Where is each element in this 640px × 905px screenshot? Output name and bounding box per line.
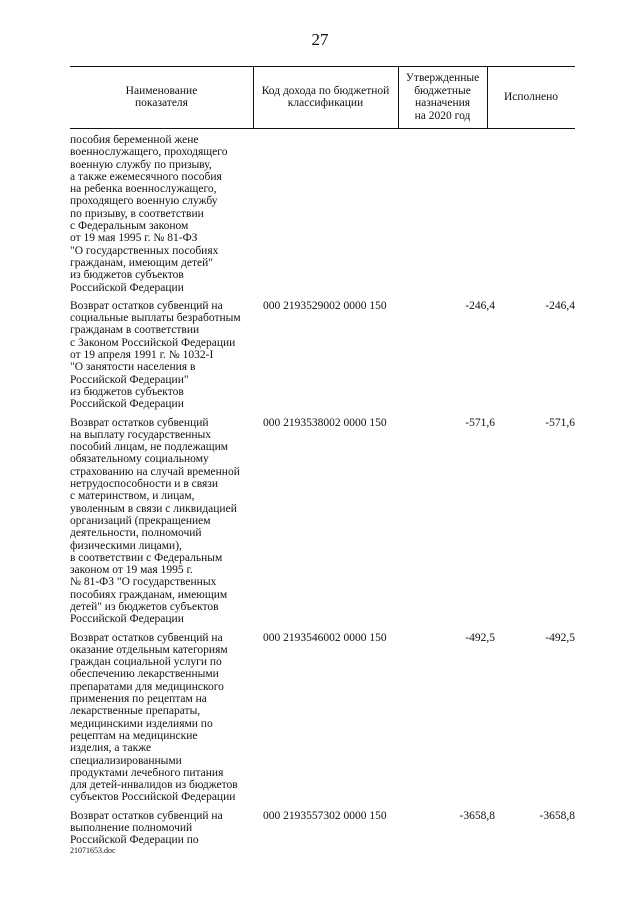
row-name: пособия беременной жене военнослужащего, проходящего военную службу по призыву, а также ежемесячного пособия на ребенка военнослужащего, проходящего военную службу по призыву, в соответствии с Федеральным законом от 19 мая 1995 г. № 81-ФЗ "О государственных пособиях гражданам, имеющим детей" из бюджетов субъектов Российской Федерации xyxy=(70,134,228,294)
row-executed: -246,4 xyxy=(545,299,575,312)
table-row xyxy=(70,632,575,804)
header-approved: Утвержденные бюджетные назначения на 2020 год xyxy=(405,72,480,122)
table-row xyxy=(70,300,575,411)
row-executed: -571,6 xyxy=(545,416,575,429)
row-executed: -492,5 xyxy=(545,631,575,644)
row-approved: -246,4 xyxy=(465,299,495,312)
header-name: Наименование показателя xyxy=(125,84,198,109)
document-filename: 21071653.doc xyxy=(70,846,116,855)
row-name: Возврат остатков субвенций на выполнение полномочий Российской Федерации по xyxy=(70,809,223,847)
row-code: 000 2193546002 0000 150 xyxy=(263,631,387,644)
row-approved: -571,6 xyxy=(465,416,495,429)
row-approved: -492,5 xyxy=(465,631,495,644)
row-executed: -3658,8 xyxy=(539,809,575,822)
table-row xyxy=(70,810,575,847)
row-name: Возврат остатков субвенций на выплату государственных пособий лицам, не подлежащим обязательному социальному страхованию на случай временной нетрудоспособности и в связи с материнством, и лицам, уволенным в связи с ликвидацией организаций (прекращением деятельности, полномочий физическими лицами), в соответствии с Федеральным законом от 19 мая 1995 г. № 81-ФЗ "О государственных пособиях гражданам, имеющим детей" из бюджетов субъектов Российской Федерации xyxy=(70,416,240,626)
row-approved: -3658,8 xyxy=(459,809,495,822)
header-code: Код дохода по бюджетной классификации xyxy=(261,84,390,109)
table-row xyxy=(70,417,575,626)
table-body xyxy=(70,134,575,853)
table-header-bottom-rule xyxy=(70,128,575,129)
row-name: Возврат остатков субвенций на оказание отдельным категориям граждан социальной услуги по обеспечению лекарственными препаратами для медицинского применения по рецептам на лекарственные препараты, медицинскими изделиями по рецептам на медицинские изделия, а также специализированными продуктами лечебного питания для детей-инвалидов из бюджетов субъектов Российской Федерации xyxy=(70,631,238,804)
header-executed: Исполнено xyxy=(503,90,559,103)
row-name: Возврат остатков субвенций на социальные выплаты безработным гражданам в соответствии с Законом Российской Федерации от 19 апреля 1991 г. № 1032-I "О занятости населения в Российской Федерации" из бюджетов субъектов Российской Федерации xyxy=(70,299,241,411)
row-code: 000 2193557302 0000 150 xyxy=(263,809,387,822)
row-code: 000 2193529002 0000 150 xyxy=(263,299,387,312)
page-number: 27 xyxy=(311,30,329,49)
row-code: 000 2193538002 0000 150 xyxy=(263,416,387,429)
table-row xyxy=(70,134,575,294)
